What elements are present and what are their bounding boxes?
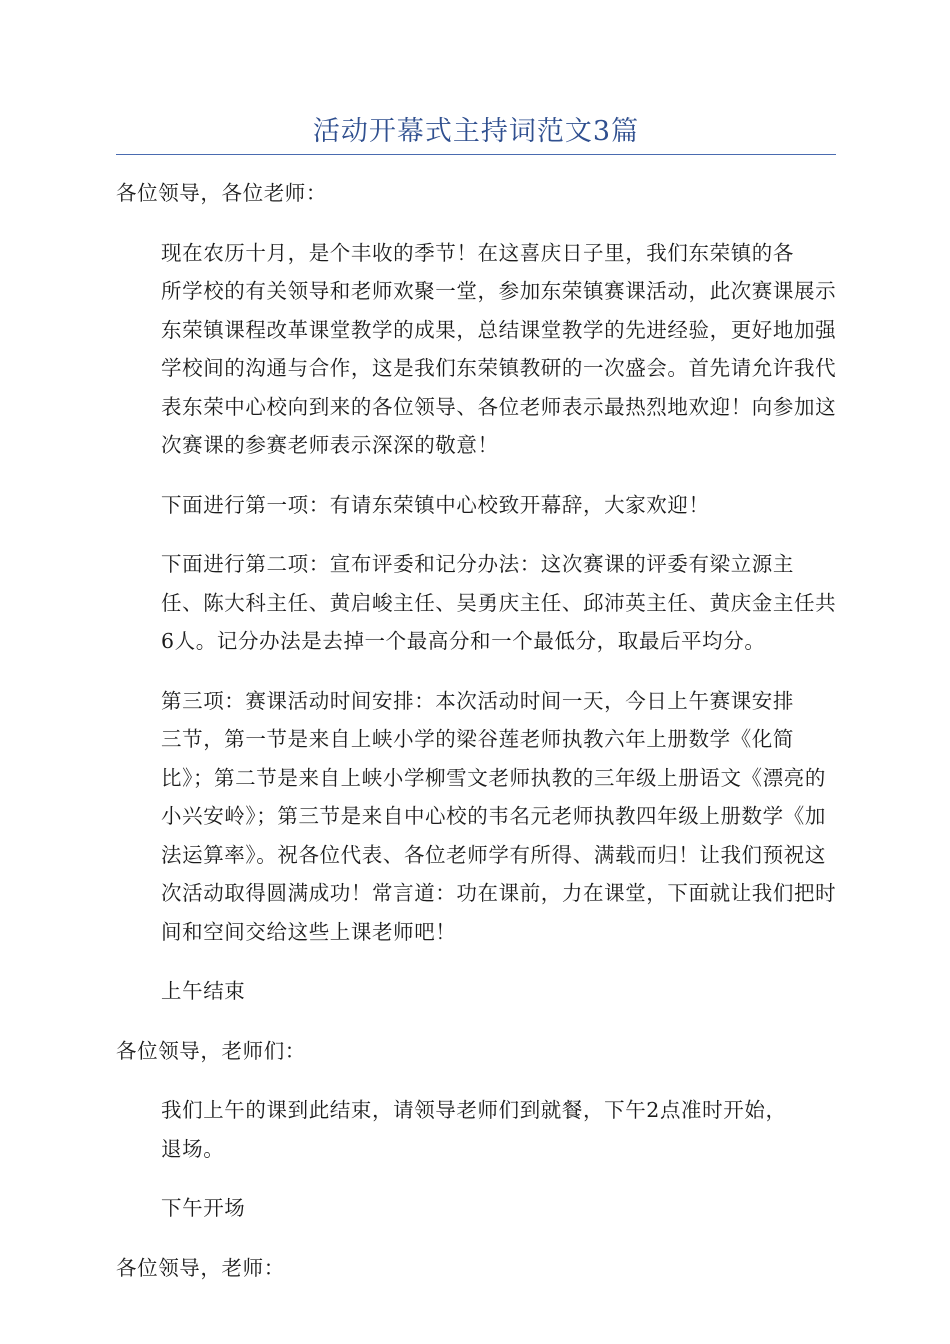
paragraph-line: 比》；第二节是来自上峡小学柳雪文老师执教的三年级上册语文《漂亮的 — [161, 765, 826, 790]
paragraph — [116, 1032, 836, 1071]
paragraph-line: 任、陈大科主任、黄启峻主任、吴勇庆主任、邱沛英主任、黄庆金主任共 — [161, 590, 837, 615]
paragraph-line: 6人。记分办法是去掉一个最高分和一个最低分，取最后平均分。 — [161, 629, 766, 653]
paragraph — [116, 972, 836, 1011]
paragraph — [116, 682, 836, 952]
document-title: 活动开幕式主持词范文3篇 — [312, 116, 640, 147]
paragraph-line: 下面进行第一项：有请东荣镇中心校致开幕辞，大家欢迎！ — [161, 492, 710, 517]
paragraph-line: 各位领导，各位老师： — [116, 181, 327, 205]
paragraph-line: 下午开场 — [161, 1196, 246, 1220]
document-body — [116, 174, 836, 1308]
paragraph-line: 东荣镇课程改革课堂教学的成果，总结课堂教学的先进经验，更好地加强 — [161, 317, 837, 342]
paragraph-line: 下面进行第二项：宣布评委和记分办法：这次赛课的评委有梁立源主 — [161, 552, 794, 576]
paragraph-line: 现在农历十月，是个丰收的季节！在这喜庆日子里，我们东荣镇的各 — [161, 240, 794, 265]
paragraph-line: 次活动取得圆满成功！常言道：功在课前，力在课堂，下面就让我们把时 — [161, 881, 837, 905]
paragraph-line: 上午结束 — [161, 979, 246, 1003]
paragraph — [116, 174, 836, 213]
paragraph-line: 法运算率》。祝各位代表、各位老师学有所得、满载而归！让我们预祝这 — [161, 842, 826, 867]
paragraph — [116, 545, 836, 661]
paragraph-line: 次赛课的参赛老师表示深深的敬意！ — [161, 433, 499, 457]
paragraph-line: 我们上午的课到此结束，请领导老师们到就餐，下午2点准时开始， — [161, 1098, 787, 1122]
paragraph — [116, 1189, 836, 1228]
paragraph-line: 各位领导，老师们： — [116, 1038, 306, 1063]
paragraph-line: 间和空间交给这些上课老师吧！ — [161, 919, 457, 944]
paragraph — [116, 486, 836, 525]
title-underline — [116, 154, 836, 155]
paragraph-line: 第三项：赛课活动时间安排：本次活动时间一天，今日上午赛课安排 — [161, 688, 794, 713]
paragraph-line: 退场。 — [161, 1136, 225, 1161]
paragraph-line: 小兴安岭》；第三节是来自中心校的韦名元老师执教四年级上册数学《加 — [161, 804, 826, 828]
paragraph-line: 表东荣中心校向到来的各位领导、各位老师表示最热烈地欢迎！向参加这 — [161, 394, 837, 419]
paragraph — [116, 1249, 836, 1288]
paragraph-line: 三节，第一节是来自上峡小学的梁谷莲老师执教六年上册数学《化简 — [161, 727, 794, 751]
paragraph-line: 所学校的有关领导和老师欢聚一堂，参加东荣镇赛课活动，此次赛课展示 — [161, 279, 837, 303]
paragraph-line: 学校间的沟通与合作，这是我们东荣镇教研的一次盛会。首先请允许我代 — [161, 356, 837, 380]
paragraph — [116, 234, 836, 465]
paragraph — [116, 1091, 836, 1168]
paragraph-line: 各位领导，老师： — [116, 1255, 285, 1280]
